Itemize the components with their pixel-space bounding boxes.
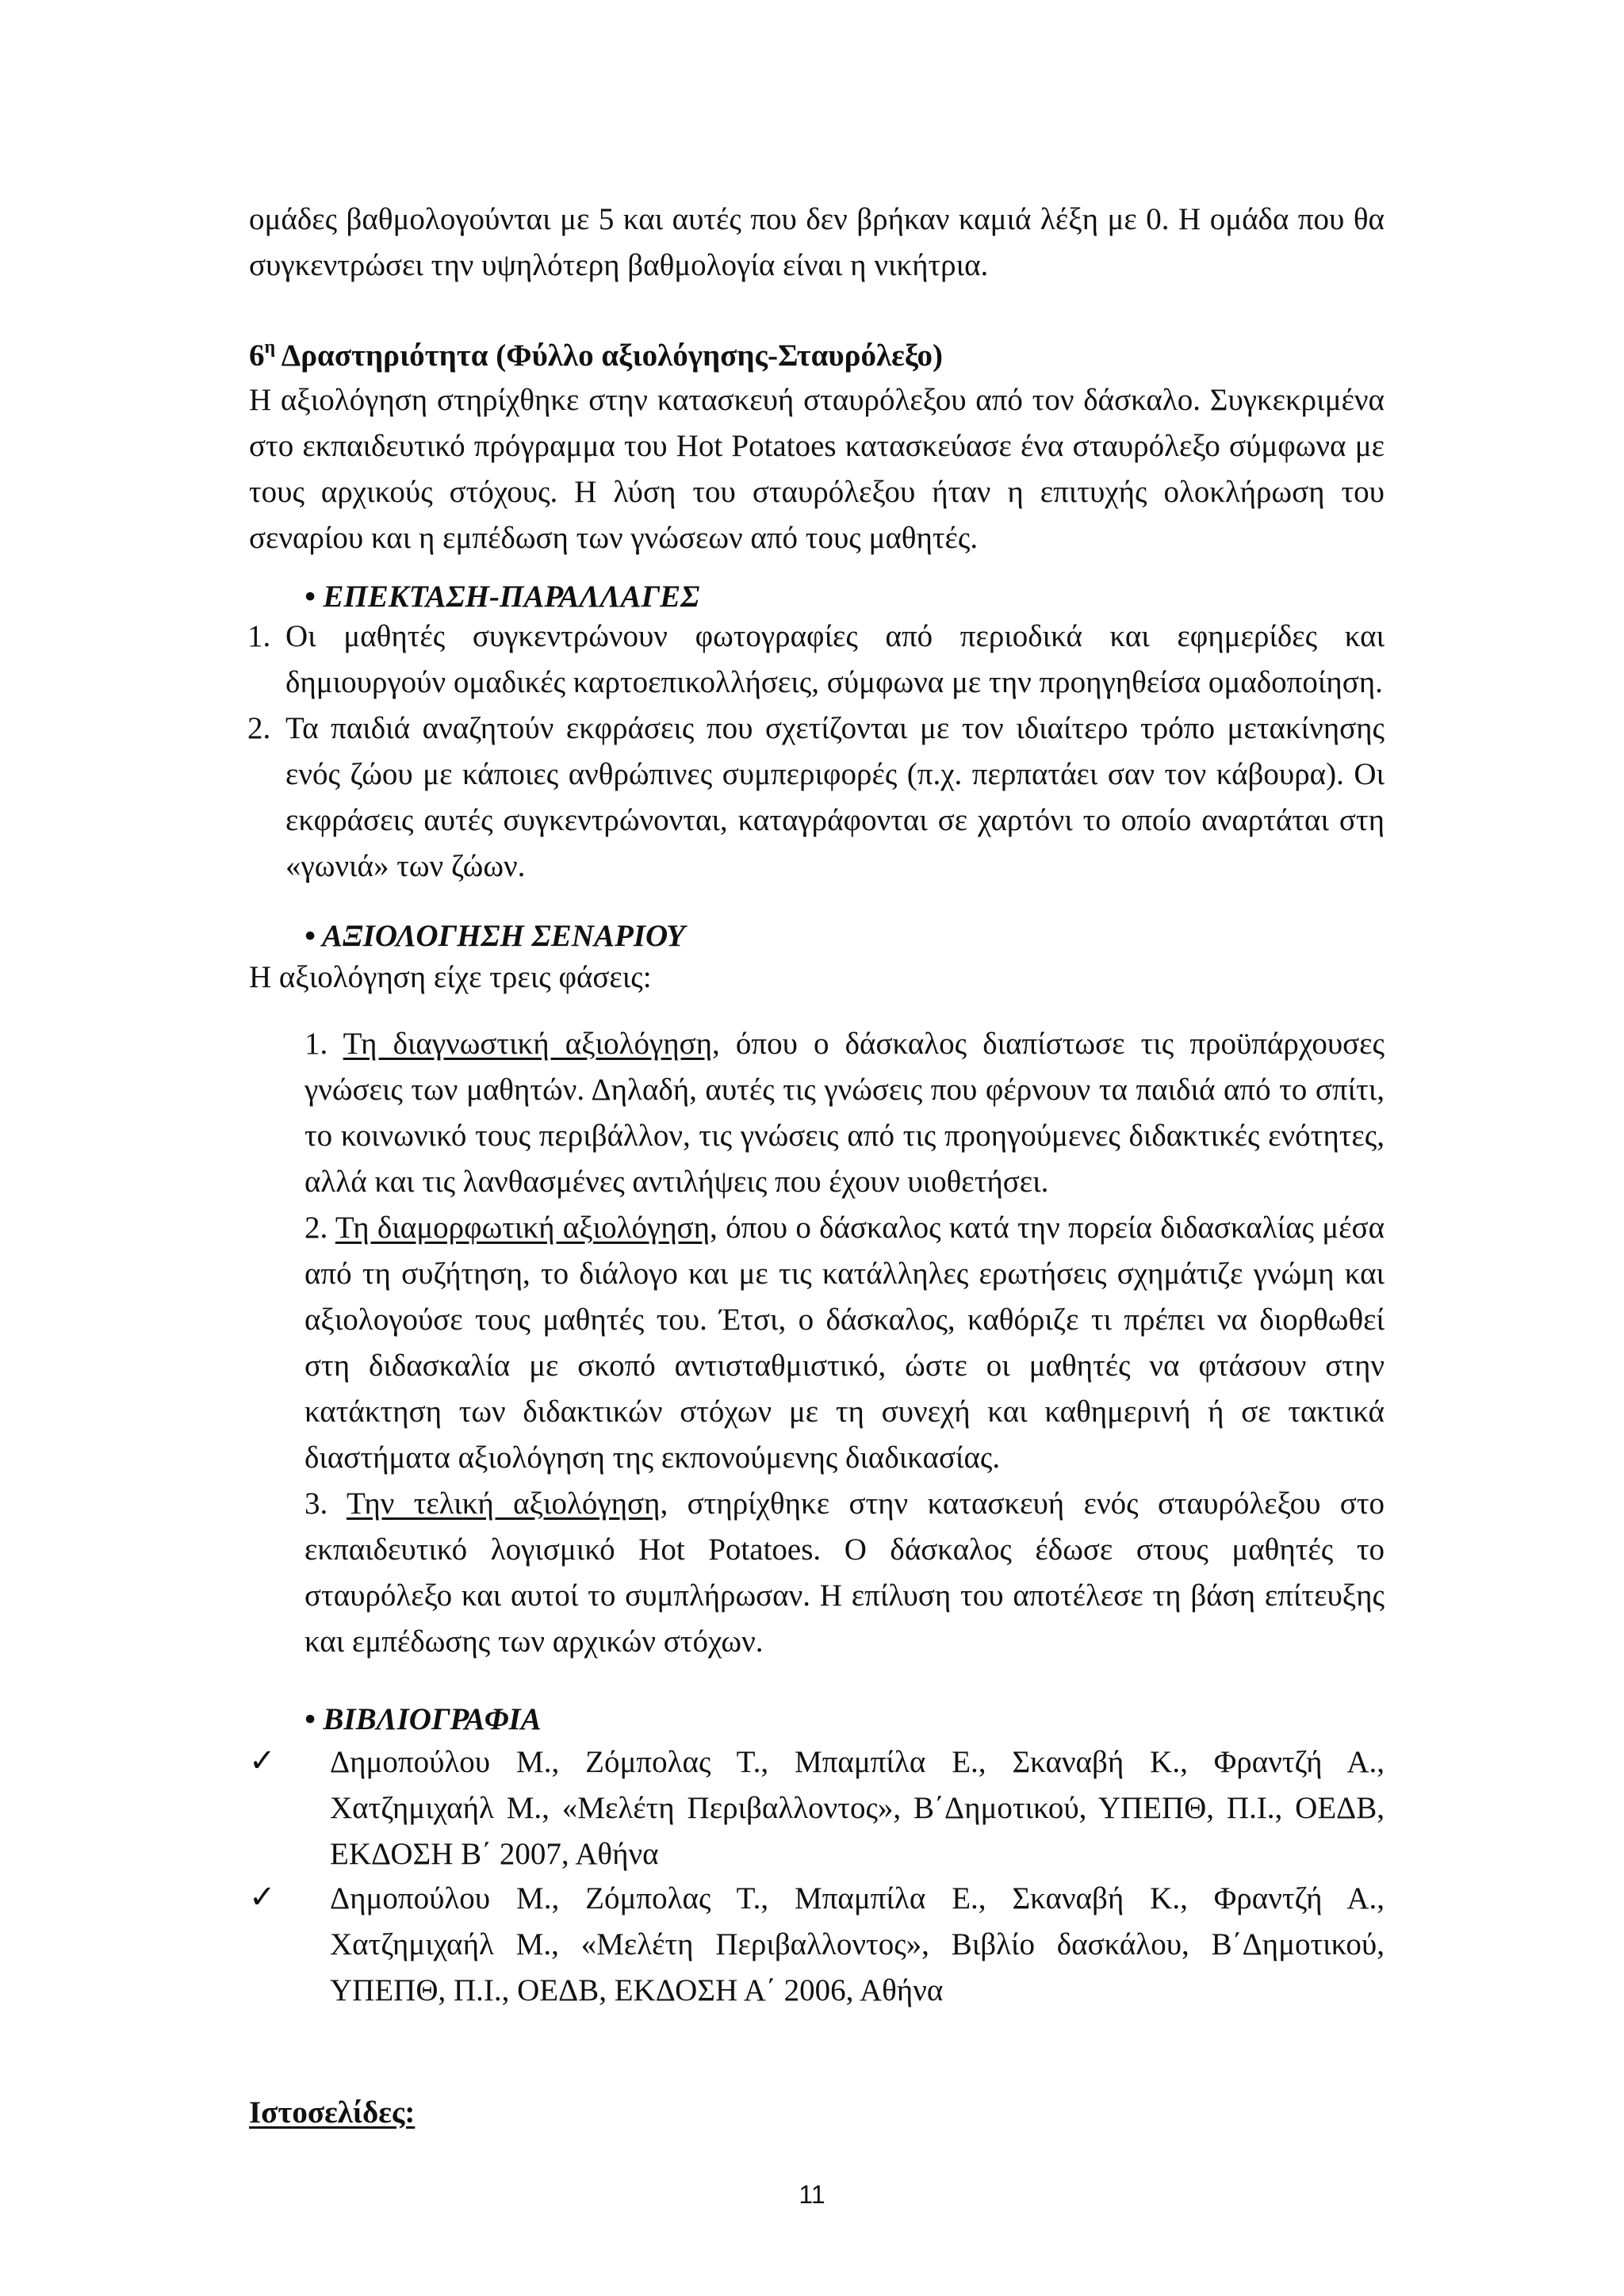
evaluation-item-term: Τη διαγνωστική αξιολόγηση (343, 1027, 713, 1061)
activity6-title: Δραστηριότητα (Φύλλο αξιολόγησης-Σταυρόλεξο) (275, 339, 943, 373)
bibliography-item-2 (249, 1876, 1385, 2014)
evaluation-list (304, 1021, 1385, 1665)
bibliography-item-text: Δημοπούλου Μ., Ζόμπολας Τ., Μπαμπίλα Ε., Σκαναβή Κ., Φραντζή Α., Χατζημιχαήλ Μ., «Μελέτη Περιβαλλοντος», Βιβλίο δασκάλου, Β΄Δημοτικού, ΥΠΕΠΘ, Π.Ι., ΟΕΔΒ, ΕΚΔΟΣΗ Α΄ 2006, Αθήνα (330, 1881, 1385, 2007)
evaluation-item-number: 3. (304, 1487, 328, 1521)
evaluation-item-term: Τη διαμορφωτική αξιολόγηση (335, 1211, 710, 1245)
extension-item-number: 1. (247, 619, 271, 653)
evaluation-item-number: 1. (304, 1027, 328, 1061)
evaluation-heading: • ΑΞΙΟΛΟΓΗΣΗ ΣΕΝΑΡΙΟΥ (304, 919, 685, 953)
activity6-heading (249, 333, 1385, 379)
activity6-number: 6 (249, 339, 265, 373)
evaluation-item-2 (304, 1205, 1385, 1481)
page-number: 11 (799, 2180, 825, 2209)
extension-item-1 (247, 614, 1385, 706)
websites-heading: Ιστοσελίδες: (249, 2095, 416, 2130)
evaluation-item-3 (304, 1481, 1385, 1665)
bibliography-item-text: Δημοπούλου Μ., Ζόμπολας Τ., Μπαμπίλα Ε., Σκαναβή Κ., Φραντζή Α., Χατζημιχαήλ Μ., «Μελέτη Περιβαλλοντος», Β΄Δημοτικού, ΥΠΕΠΘ, Π.Ι., ΟΕΔΒ, ΕΚΔΟΣΗ Β΄ 2007, Αθήνα (330, 1745, 1385, 1871)
extension-item-text: Τα παιδιά αναζητούν εκφράσεις που σχετίζονται με τον ιδιαίτερο τρόπο μετακίνησης ενός ζώου με κάποιες ανθρώπινες συμπεριφορές (π.χ. περπατάει σαν τον κάβουρα). Οι εκφράσεις αυτές συγκεντρώνονται, καταγράφονται σε χαρτόνι το οποίο αναρτάται στη «γωνιά» των ζώων. (285, 711, 1385, 883)
extension-item-number: 2. (247, 711, 271, 745)
evaluation-item-number: 2. (304, 1211, 328, 1245)
evaluation-item-text: , στηρίχθηκε στην κατασκευή ενός σταυρόλεξου στο εκπαιδευτικό λογισμικό Hot Potatoes. Ο δάσκαλος έδωσε στους μαθητές το σταυρόλεξο και αυτοί το συμπλήρωσαν. Η επίλυση του αποτέλεσε τη βάση επίτευξης και εμπέδωσης των αρχικών στόχων. (304, 1487, 1385, 1659)
bibliography-heading: • ΒΙΒΛΙΟΓΡΑΦΙΑ (304, 1702, 542, 1736)
bibliography-item-1 (249, 1739, 1385, 1877)
evaluation-item-term: Την τελική αξιολόγηση (346, 1487, 661, 1521)
activity6-paragraph: Η αξιολόγηση στηρίχθηκε στην κατασκευή σταυρόλεξου από τον δάσκαλο. Συγκεκριμένα στο εκπαιδευτικό πρόγραμμα του Hot Potatoes κατασκεύασε ένα σταυρόλεξο σύμφωνα με τους αρχικούς στόχους. Η λύση του σταυρόλεξου ήταν η επιτυχής ολοκλήρωση του σεναρίου και η εμπέδωση των γνώσεων από τους μαθητές. (249, 383, 1385, 555)
extensions-heading: • ΕΠΕΚΤΑΣΗ-ΠΑΡΑΛΛΑΓΕΣ (304, 580, 700, 614)
extensions-list (247, 614, 1385, 890)
extension-item-text: Οι μαθητές συγκεντρώνουν φωτογραφίες από περιοδικά και εφημερίδες και δημιουργούν ομαδικές καρτοεπικολλήσεις, σύμφωνα με την προηγηθείσα ομαδοποίηση. (285, 619, 1385, 699)
evaluation-item-text: , όπου ο δάσκαλος κατά την πορεία διδασκαλίας μέσα από τη συζήτηση, το διάλογο και με τις κατάλληλες ερωτήσεις σχημάτιζε γνώμη και αξιολογούσε τους μαθητές του. Έτσι, ο δάσκαλος, καθόριζε τι πρέπει να διορθωθεί στη διδασκαλία με σκοπό αντισταθμιστικό, ώστε οι μαθητές να φτάσουν στην κατάκτηση των διδακτικών στόχων με τη συνεχή και καθημερινή ή σε τακτικά διαστήματα αξιολόγηση της εκπονούμενης διαδικασίας. (304, 1211, 1385, 1475)
intro-paragraph: ομάδες βαθμολογούνται με 5 και αυτές που δεν βρήκαν καμιά λέξη με 0. Η ομάδα που θα συγκεντρώσει την υψηλότερη βαθμολογία είναι η νικήτρια. (249, 202, 1385, 282)
checkmark-icon: ✓ (249, 1743, 276, 1779)
extension-item-2 (247, 706, 1385, 890)
activity6-superscript: η (264, 337, 276, 358)
evaluation-item-text: , όπου ο δάσκαλος διαπίστωσε τις προϋπάρχουσες γνώσεις των μαθητών. Δηλαδή, αυτές τις γνώσεις που φέρνουν τα παιδιά από το σπίτι, το κοινωνικό τους περιβάλλον, τις γνώσεις από τις προηγούμενες διδακτικές ενότητες, αλλά και τις λανθασμένες αντιλήψεις που έχουν υιοθετήσει. (304, 1027, 1385, 1199)
checkmark-icon: ✓ (249, 1879, 276, 1915)
evaluation-item-1 (304, 1021, 1385, 1205)
evaluation-intro: Η αξιολόγηση είχε τρεις φάσεις: (249, 960, 652, 994)
